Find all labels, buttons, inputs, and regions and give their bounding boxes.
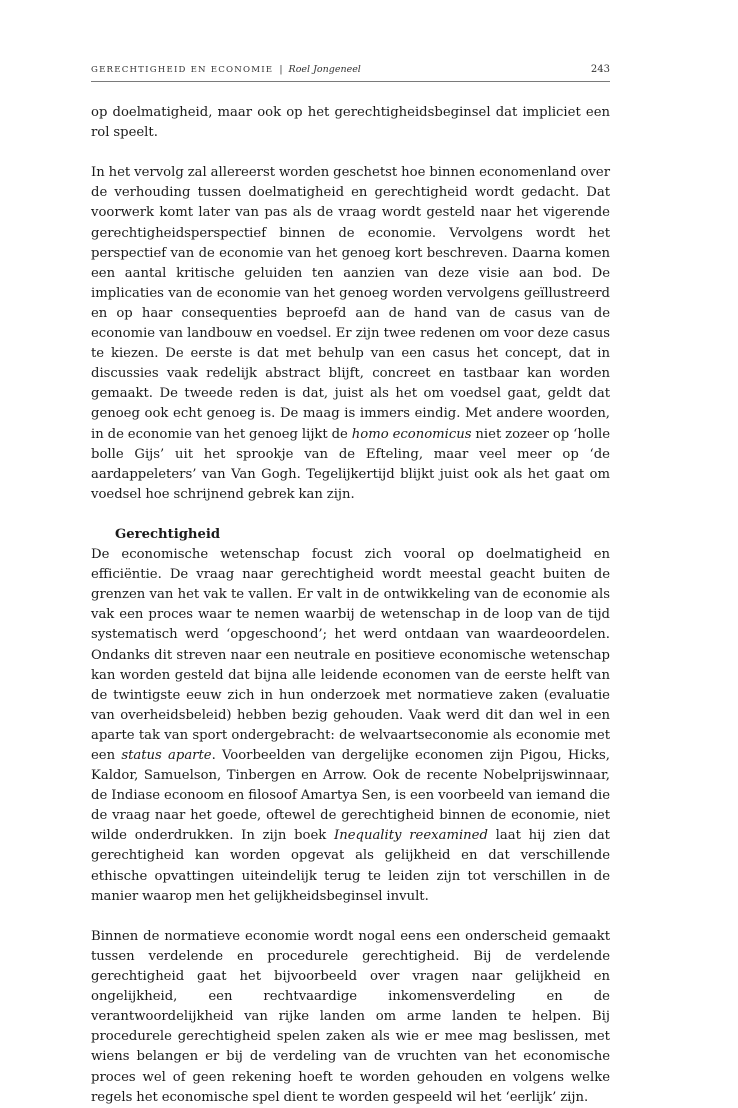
body-text [91, 103, 610, 1108]
section-heading: Gerechtigheid [115, 526, 221, 542]
paragraph-gap [91, 907, 610, 927]
paragraph-gap [91, 143, 610, 163]
paragraph-outline-text-1: In het vervolg zal allereerst worden geschetst hoe binnen economenland over de verhouding tussen doelmatigheid en gerechtigheid wordt gedacht. Dat voorwerk komt later van pas als de vraag wordt gesteld naar het vigerende gerechtigheidsperspectief binnen de economie. Vervolgens wordt het perspectief van de economie van het genoeg kort beschreven. Daarna komen een aantal kritische geluiden ten aanzien van deze visie aan bod. De implicaties van de economie van het genoeg worden vervolgens geïllustreerd en op haar consequenties beproefd aan de hand van de casus van de economie van landbouw en voedsel. Er zijn twee redenen om voor deze casus te kiezen. De eerste is dat met behulp van een casus het concept, dat in discussies vaak redelijk abstract blijft, concreet en tastbaar kan worden gemaakt. De tweede reden is dat, juist als het om voedsel gaat, geldt dat genoeg ook echt genoeg is. De maag is immers eindig. Met andere woorden, in de economie van het genoeg lijkt de [91, 165, 610, 442]
italic-book-title: Inequality reexamined [334, 828, 488, 844]
paragraph-gerechtigheid-text-1: De economische wetenschap focust zich vooral op doelmatigheid en efficiëntie. De vraag naar gerechtigheid wordt meestal geacht buiten de grenzen van het vak te vallen. Er valt in de ontwikkeling van de economie als vak een proces waar te nemen waarbij de wetenschap in de loop van de tijd systematisch werd ‘opgeschoond’; het werd ontdaan van waardeoordelen. Ondanks dit streven naar een neutrale en positieve economische wetenschap kan worden gesteld dat bijna alle leidende economen van de eerste helft van de twintigste eeuw zich in hun onderzoek met normatieve zaken (evaluatie van overheidsbeleid) hebben bezig gehouden. Vaak werd dit dan wel in een aparte tak van sport ondergebracht: de welvaartseconomie als economie met een [91, 547, 610, 763]
paragraph-gerechtigheid-text-2: . Voorbeelden van dergelijke economen zijn Pigou, Hicks, Kaldor, Samuelson, Tinbergen en Arrow. Ook de recente Nobelprijswinnaar, de Indiase econoom en filosoof Amartya Sen, is een voorbeeld van iemand die de vraag naar het goede, oftewel de gerechtigheid binnen de economie, niet wilde onderdrukken. In zijn boek [91, 748, 610, 844]
paragraph-gerechtigheid-text-3: laat hij zien dat gerechtigheid kan worden opgevat als gelijkheid en dat verschillende ethische opvattingen uiteindelijk terug te leiden zijn tot verschillen in de manier waarop men het gelijkheidsbeginsel invult. [91, 828, 610, 904]
paragraph-outline-text-2: niet zozeer op ‘holle bolle Gijs’ uit het sprookje van de Efteling, maar veel meer op ‘de aardappeleters’ van Van Gogh. Tegelijkertijd blijkt juist ook als het gaat om voedsel hoe schrijnend gebrek kan zijn. [91, 426, 610, 502]
paragraph-gap [91, 505, 610, 525]
header-rule [91, 81, 610, 82]
paragraph-gerechtigheid [91, 545, 610, 907]
running-head [91, 62, 610, 78]
italic-homo-economicus: homo economicus [351, 426, 472, 442]
paragraph-normatieve-economie: Binnen de normatieve economie wordt nogal eens een onderscheid gemaakt tussen verdelende en procedurele gerechtigheid. Bij de verdelende gerechtigheid gaat het bijvoorbeeld over vragen naar gelijkheid en ongelijkheid, een rechtvaardige inkomensverdeling en de verantwoordelijkheid van rijke landen om arme landen te helpen. Bij procedurele gerechtigheid spelen zaken als wie er mee mag beslissen, met wiens belangen er bij de verdeling van de vruchten van het economische proces wel of geen rekening hoeft te worden gehouden en volgens welke regels het economische spel dient te worden gespeeld wil het ‘eerlijk’ zijn. [91, 928, 610, 1105]
running-head-separator: | [279, 64, 283, 75]
paragraph-outline [91, 163, 610, 505]
book-page [91, 0, 610, 1105]
page-number: 243 [590, 64, 610, 75]
italic-status-aparte: status aparte [121, 748, 212, 763]
paragraph-continued: op doelmatigheid, maar ook op het gerechtigheidsbeginsel dat impliciet een rol speelt. [91, 105, 610, 141]
running-head-author: Roel Jongeneel [288, 64, 361, 75]
running-head-title: GERECHTIGHEID EN ECONOMIE [91, 65, 274, 75]
